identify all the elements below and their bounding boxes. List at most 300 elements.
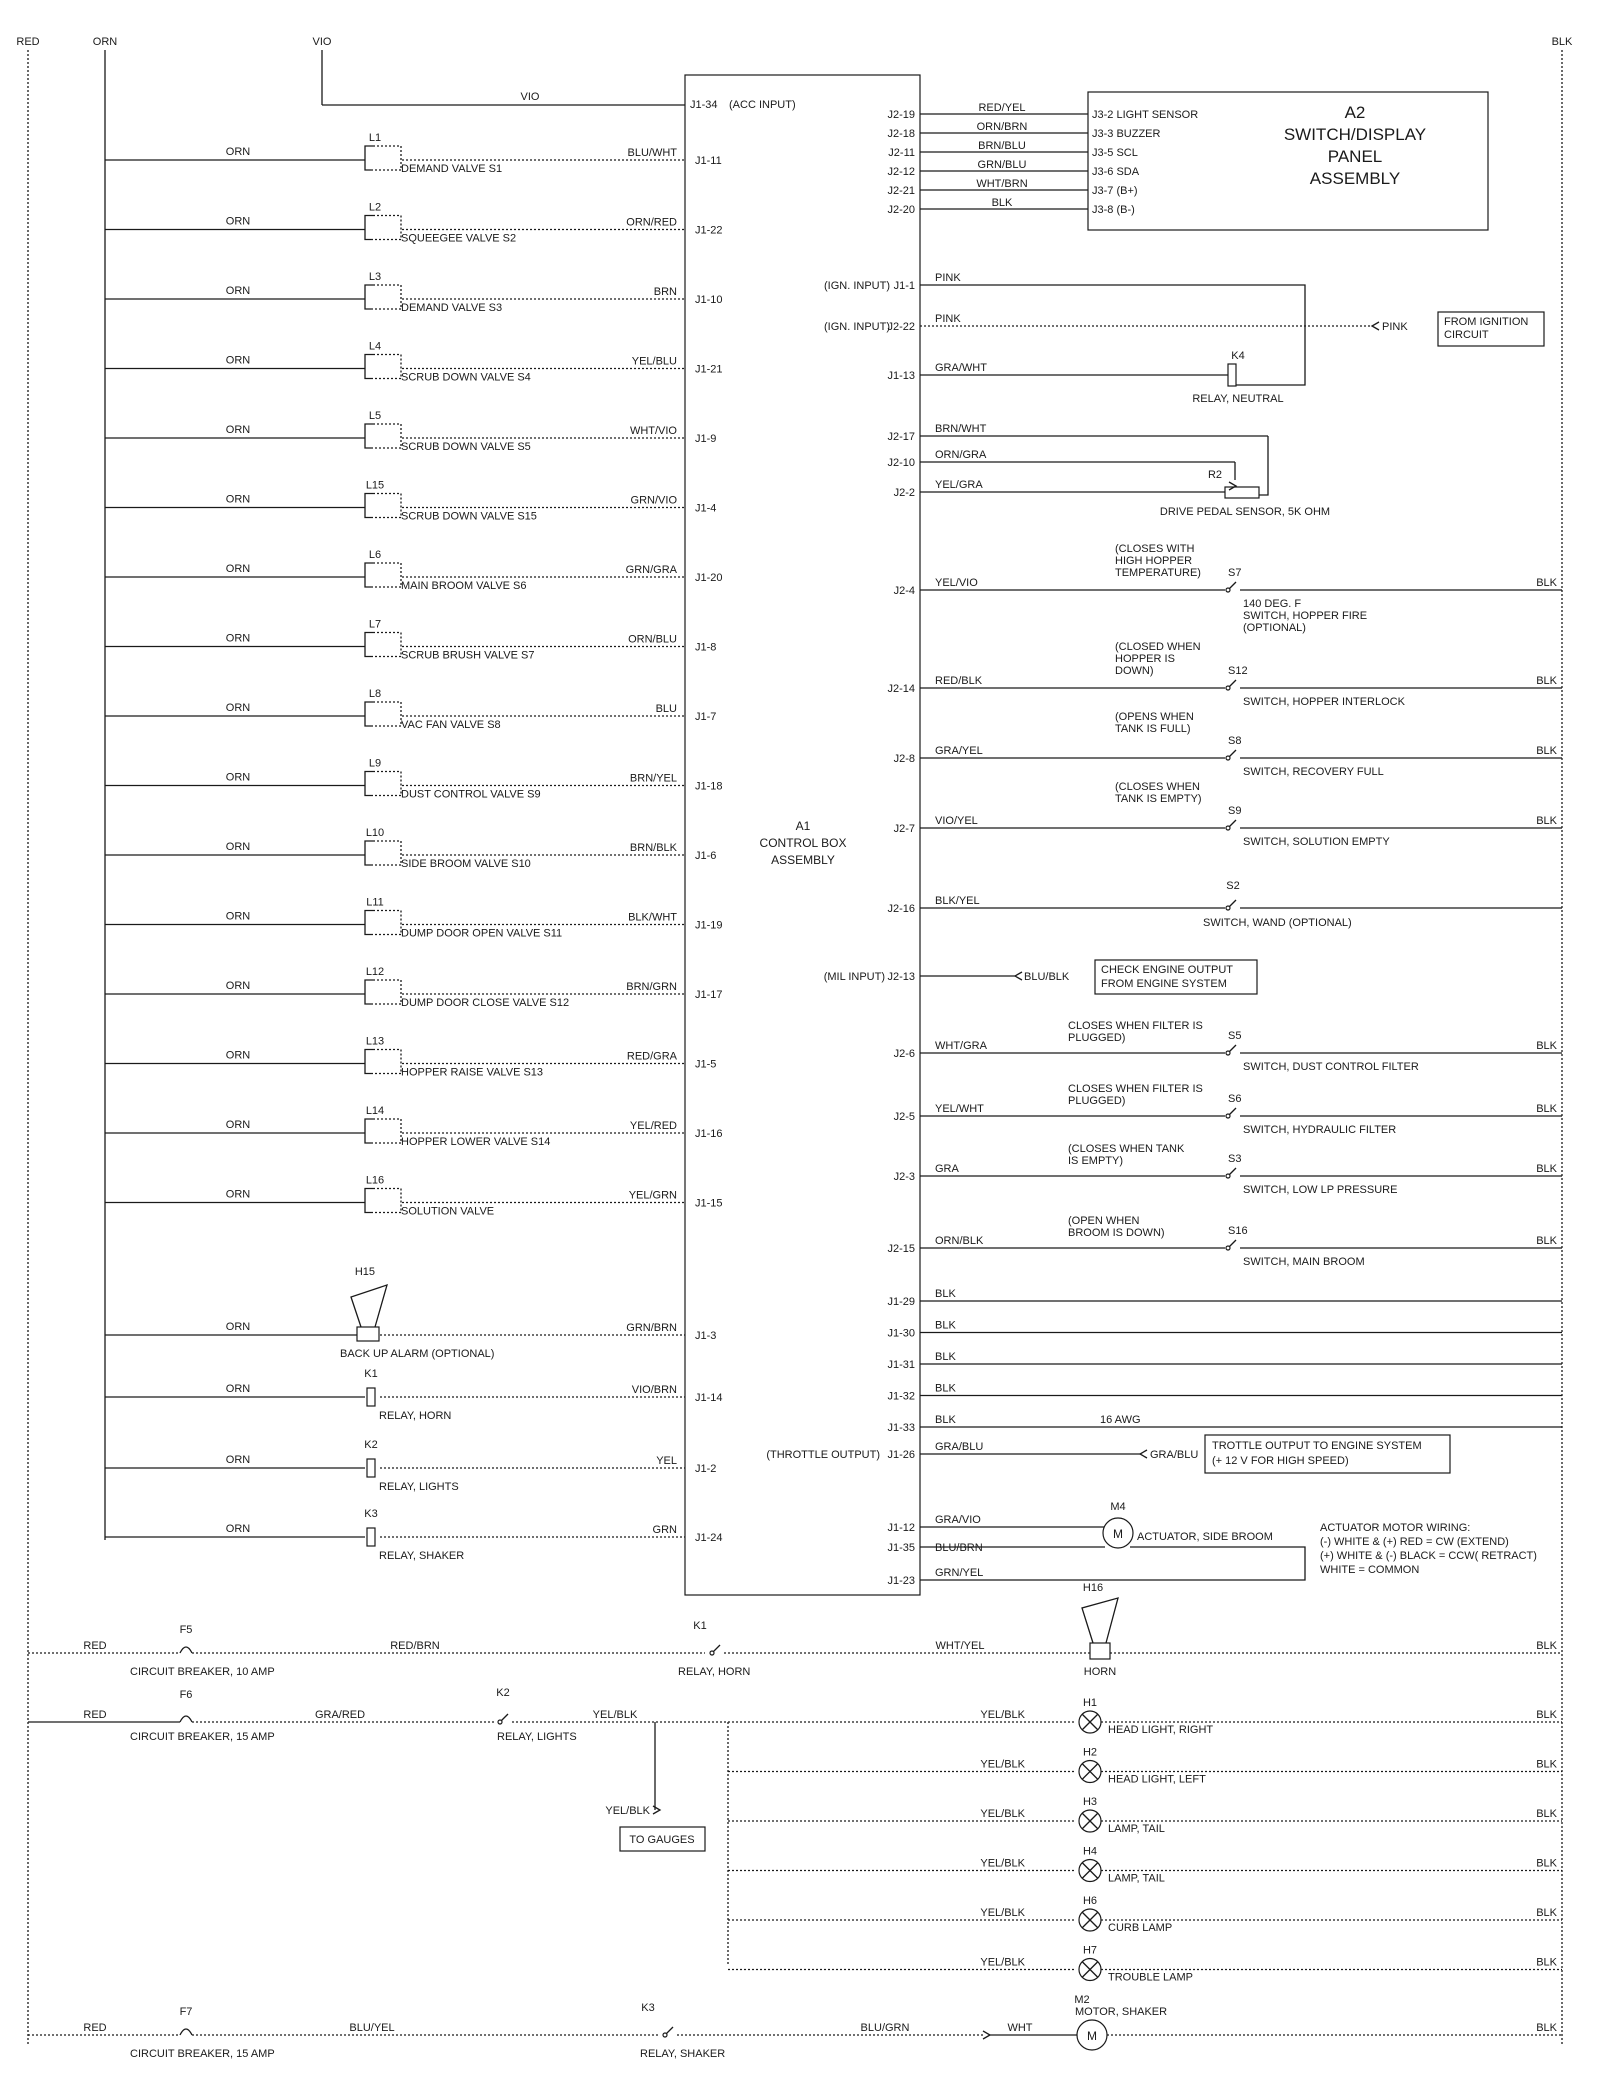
pedal-wire-2-label: ORN/GRA — [935, 449, 987, 461]
coil-pin: J1-5 — [695, 1058, 717, 1071]
ign-wire-1: PINK — [935, 272, 961, 284]
mil-arrow-icon — [1015, 972, 1022, 980]
coil-name: DUMP DOOR CLOSE VALVE S12 — [401, 997, 570, 1009]
switch2-blk: BLK — [1536, 1163, 1557, 1175]
a1-line2: ASSEMBLY — [771, 853, 835, 867]
orn-feed-label: ORN — [225, 841, 251, 853]
horn-relay-name: RELAY, HORN — [678, 1666, 751, 1678]
coil-ref: L5 — [368, 410, 382, 422]
lamp-ref: H1 — [1082, 1697, 1098, 1709]
switch-name-1: SWITCH, RECOVERY FULL — [1243, 766, 1384, 778]
coil-wire-label: GRN/GRA — [625, 564, 677, 576]
actuator-note-2: (-) WHITE & (+) RED = CW (EXTEND) — [1320, 1536, 1509, 1548]
actuator-wire-2-label: BLU/BRN — [935, 1542, 983, 1554]
coil-wire-label: BLK/WHT — [628, 911, 677, 924]
coil-name: DUMP DOOR OPEN VALVE S11 — [401, 927, 563, 940]
coil-ref: L6 — [368, 549, 382, 561]
lamp-wire-label: YEL/BLK — [980, 1808, 1025, 1820]
solenoid-coil-icon — [365, 1189, 373, 1213]
coil-name: SQUEEGEE VALVE S2 — [401, 232, 517, 245]
horn-breaker-ref: F5 — [179, 1624, 193, 1636]
coil-ref: L15 — [365, 479, 385, 492]
solenoid-coil-icon-dash — [373, 980, 401, 1004]
orn-feed-label: ORN — [225, 980, 251, 992]
switch-wire-label: GRA/YEL — [935, 745, 983, 757]
relay-coil-icon — [367, 1459, 375, 1477]
orn-relay-feed-label: ORN — [225, 1454, 251, 1466]
relay-pin: J1-3 — [695, 1330, 717, 1342]
switch-note-1: (OPENS WHEN — [1115, 711, 1194, 723]
a2-pin: J2-11 — [888, 147, 915, 159]
pedal-pin-3: J2-2 — [893, 487, 915, 499]
lamp-wire-label: YEL/BLK — [980, 1857, 1025, 1870]
switch-name-3: (OPTIONAL) — [1243, 622, 1306, 634]
a2-terminal: J3-2 LIGHT SENSOR — [1092, 109, 1199, 121]
switch-wire-label: YEL/VIO — [935, 577, 978, 589]
switch-note-2: HOPPER IS — [1115, 653, 1175, 665]
relay-wire-label: GRN/BRN — [626, 1322, 677, 1334]
ground-pin: J1-29 — [887, 1296, 915, 1308]
coil-ref: L10 — [365, 827, 385, 839]
pedal-pin-1: J2-17 — [887, 431, 915, 443]
switch-pin: J2-7 — [893, 823, 915, 835]
shaker-connector-icon — [983, 2031, 990, 2039]
shaker-relay-name: RELAY, SHAKER — [640, 2048, 726, 2060]
rail-orn-label: ORN — [92, 36, 118, 48]
wand-pin: J2-16 — [887, 903, 915, 915]
wand-switch-icon-contact — [1226, 906, 1230, 910]
back-up-alarm-icon — [357, 1327, 379, 1341]
acc-label: (ACC INPUT) — [729, 99, 796, 111]
actuator-note-4: WHITE = COMMON — [1320, 1564, 1420, 1576]
pedal-ref: R2 — [1207, 469, 1223, 481]
coil-pin: J1-20 — [695, 572, 723, 584]
actuator-pin-1: J1-12 — [887, 1522, 915, 1534]
switch2-ref: S6 — [1228, 1093, 1242, 1105]
a2-terminal: J3-7 (B+) — [1092, 185, 1138, 197]
ign-pin-2: J2-22 — [887, 321, 915, 333]
actuator-pin-3: J1-23 — [887, 1575, 915, 1587]
check-engine-1: CHECK ENGINE OUTPUT — [1101, 964, 1234, 976]
solenoid-coil-icon — [365, 285, 373, 309]
coil-ref: L14 — [365, 1105, 385, 1117]
switch-blk: BLK — [1536, 577, 1557, 589]
orn-relay-feed-label: ORN — [225, 1383, 251, 1395]
coil-ref: L2 — [368, 201, 382, 214]
coil-name: HOPPER LOWER VALVE S14 — [401, 1136, 551, 1148]
lights-red-label: RED — [83, 1709, 107, 1721]
horn-relay-ref: K1 — [693, 1620, 707, 1632]
orn-relay-feed-label: ORN — [225, 1321, 251, 1333]
switch-ref: S7 — [1228, 567, 1242, 579]
alarm-ref: H15 — [354, 1266, 375, 1278]
a2-terminal: J3-3 BUZZER — [1092, 128, 1161, 140]
switch2-note-1: CLOSES WHEN FILTER IS — [1068, 1083, 1203, 1095]
relay-name: BACK UP ALARM (OPTIONAL) — [340, 1348, 495, 1360]
actuator-motor-symbol: M — [1113, 1527, 1123, 1541]
switch2-note-2: PLUGGED) — [1068, 1032, 1126, 1044]
coil-ref: L8 — [368, 688, 382, 700]
pedal-wire-3-label: YEL/GRA — [935, 479, 983, 491]
switch2-blk: BLK — [1536, 1103, 1557, 1115]
switch2-wire-label: GRA — [935, 1163, 959, 1175]
switch2-note-1: CLOSES WHEN FILTER IS — [1068, 1020, 1203, 1032]
coil-ref: L13 — [365, 1035, 385, 1048]
switch-wire-label: RED/BLK — [935, 675, 983, 687]
actuator-wire-1-label: GRA/VIO — [935, 1514, 981, 1526]
switch-ref: S9 — [1228, 805, 1242, 817]
solenoid-coil-icon — [365, 146, 373, 170]
ground-wire-label: BLK — [935, 1382, 956, 1395]
lamp-ref: H3 — [1082, 1796, 1098, 1808]
solenoid-coil-icon — [365, 1119, 373, 1143]
coil-pin: J1-16 — [695, 1128, 723, 1140]
relay-ref: K1 — [364, 1368, 378, 1380]
orn-feed-label: ORN — [225, 1049, 251, 1062]
coil-pin: J1-8 — [695, 641, 717, 654]
horn-breaker-name: CIRCUIT BREAKER, 10 AMP — [130, 1666, 275, 1678]
actuator-name: ACTUATOR, SIDE BROOM — [1137, 1531, 1273, 1543]
shaker-breaker-name: CIRCUIT BREAKER, 15 AMP — [130, 2048, 275, 2060]
orn-feed-label: ORN — [225, 146, 251, 158]
switch2-name: SWITCH, LOW LP PRESSURE — [1243, 1184, 1398, 1196]
lamp-name: LAMP, TAIL — [1108, 1872, 1165, 1885]
switch-ref: S12 — [1228, 665, 1248, 677]
coil-pin: J1-19 — [695, 919, 723, 932]
coil-name: SCRUB DOWN VALVE S4 — [401, 371, 531, 384]
orn-feed-label: ORN — [225, 424, 251, 436]
switch-name-1: 140 DEG. F — [1243, 598, 1302, 610]
horn-ref: H16 — [1082, 1582, 1104, 1594]
switch2-name: SWITCH, MAIN BROOM — [1243, 1256, 1365, 1268]
switch2-contact-icon-contact — [1226, 1246, 1230, 1250]
ign-label-2: (IGN. INPUT) — [824, 321, 890, 333]
a1-line1: CONTROL BOX — [759, 836, 847, 850]
switch-pin: J2-4 — [893, 585, 915, 597]
coil-pin: J1-7 — [695, 711, 717, 723]
orn-feed-label: ORN — [225, 1119, 251, 1131]
coil-name: DUST CONTROL VALVE S9 — [401, 788, 541, 801]
a2-line3: ASSEMBLY — [1309, 169, 1401, 188]
lights-breaker-icon — [180, 1716, 192, 1722]
coil-wire-label: BRN/BLK — [629, 842, 677, 854]
switch2-note-2: BROOM IS DOWN) — [1068, 1227, 1165, 1239]
shaker-relay-ref: K3 — [641, 2002, 655, 2014]
mil-label: (MIL INPUT) — [823, 971, 885, 983]
lamp-name: HEAD LIGHT, LEFT — [1108, 1773, 1206, 1786]
switch2-ref: S16 — [1228, 1225, 1248, 1237]
relay-wire-label: YEL — [656, 1455, 677, 1467]
ground-pin: J1-30 — [887, 1327, 915, 1340]
shaker-motor-ref: M2 — [1074, 1994, 1090, 2006]
switch2-contact-icon-contact — [1226, 1114, 1230, 1118]
coil-pin: J1-17 — [695, 989, 723, 1001]
solenoid-coil-icon-dash — [373, 285, 401, 309]
lamp-ref: H7 — [1082, 1944, 1098, 1957]
shaker-relay-contact-icon-contact — [663, 2033, 667, 2037]
lamp-blk: BLK — [1536, 1857, 1557, 1870]
solenoid-coil-icon — [365, 911, 373, 935]
coil-ref: L1 — [368, 132, 382, 144]
relay-name: RELAY, HORN — [379, 1410, 452, 1422]
coil-wire-label: WHT/VIO — [629, 425, 677, 437]
coil-pin: J1-4 — [695, 502, 717, 515]
horn-relay-contact-icon-contact — [710, 1651, 714, 1655]
coil-pin: J1-21 — [695, 363, 723, 376]
check-engine-2: FROM ENGINE SYSTEM — [1101, 978, 1227, 990]
switch-note-3: DOWN) — [1115, 665, 1154, 677]
actuator-wire-3-label: GRN/YEL — [935, 1567, 984, 1579]
a2-wire-label: BLK — [991, 197, 1013, 209]
a2-pin: J2-19 — [887, 109, 915, 121]
switch-note-3: TEMPERATURE) — [1115, 567, 1201, 579]
pedal-name: DRIVE PEDAL SENSOR, 5K OHM — [1159, 506, 1331, 518]
solenoid-coil-icon-dash — [373, 146, 401, 170]
ground-pin: J1-33 — [887, 1422, 915, 1434]
shaker-wire3-label: WHT — [1007, 2022, 1033, 2034]
horn-red-label: RED — [83, 1640, 107, 1652]
lights-relay-contact-icon-contact — [498, 1720, 502, 1724]
a1-title: A1 — [795, 819, 811, 833]
solenoid-coil-icon-dash — [373, 911, 401, 935]
switch-contact-icon-contact — [1226, 686, 1230, 690]
gauge-arrow-icon — [653, 1806, 660, 1814]
coil-wire-label: BLU — [655, 703, 677, 715]
wand-ref: S2 — [1226, 880, 1240, 892]
solenoid-coil-icon-dash — [373, 1189, 401, 1213]
switch2-pin: J2-3 — [893, 1171, 915, 1183]
a2-wire-label: GRN/BLU — [977, 159, 1027, 171]
k4-pin: J1-13 — [887, 370, 915, 382]
a2-wire-label: BRN/BLU — [978, 140, 1026, 152]
solenoid-coil-icon-dash — [373, 1119, 401, 1143]
shaker-breaker-ref: F7 — [179, 2006, 193, 2018]
a2-pin: J2-12 — [887, 166, 915, 178]
solenoid-coil-icon — [365, 702, 373, 726]
lights-breaker-ref: F6 — [179, 1689, 193, 1701]
switch-note-2: TANK IS EMPTY) — [1115, 793, 1202, 805]
lamp-blk: BLK — [1536, 1907, 1557, 1919]
coil-name: SIDE BROOM VALVE S10 — [401, 858, 531, 870]
solenoid-coil-icon — [365, 633, 373, 657]
solenoid-coil-icon-dash — [373, 633, 401, 657]
gauge-wire-label: YEL/BLK — [605, 1805, 650, 1817]
relay-name: RELAY, LIGHTS — [379, 1481, 459, 1493]
switch-ref: S8 — [1228, 735, 1242, 747]
coil-pin: J1-18 — [695, 780, 723, 793]
relay-ref: K3 — [364, 1508, 378, 1520]
orn-feed-label: ORN — [225, 910, 251, 923]
coil-pin: J1-10 — [695, 294, 723, 306]
coil-wire-label: RED/GRA — [626, 1050, 677, 1063]
horn-name: HORN — [1083, 1666, 1117, 1678]
actuator-ref: M4 — [1110, 1501, 1126, 1513]
switch2-contact-icon-contact — [1226, 1174, 1230, 1178]
lamp-blk: BLK — [1536, 1709, 1557, 1721]
coil-pin: J1-22 — [695, 224, 723, 237]
horn-breaker-icon — [180, 1647, 192, 1653]
coil-ref: L12 — [365, 966, 385, 978]
coil-pin: J1-15 — [695, 1197, 723, 1210]
ground-wire-label: BLK — [935, 1319, 956, 1332]
switch-contact-icon-contact — [1226, 826, 1230, 830]
orn-feed-label: ORN — [225, 215, 251, 228]
coil-name: HOPPER RAISE VALVE S13 — [401, 1066, 544, 1079]
actuator-pin-2: J1-35 — [887, 1542, 915, 1554]
lights-wire2-label: YEL/BLK — [592, 1709, 638, 1721]
a2-terminal: J3-8 (B-) — [1092, 204, 1135, 216]
vio-acc-wire-label: VIO — [520, 91, 540, 103]
from-ignition-1: FROM IGNITION — [1444, 316, 1529, 328]
solenoid-coil-icon-dash — [373, 563, 401, 587]
switch-note-2: TANK IS FULL) — [1115, 723, 1191, 735]
lamp-name: HEAD LIGHT, RIGHT — [1108, 1724, 1214, 1736]
switch2-ref: S3 — [1228, 1153, 1242, 1165]
solenoid-coil-icon — [365, 216, 373, 240]
a2-line2: PANEL — [1327, 147, 1383, 166]
ground-extra: 16 AWG — [1100, 1414, 1141, 1426]
switch2-pin: J2-15 — [887, 1243, 915, 1255]
lamp-wire-label: YEL/BLK — [980, 1758, 1025, 1771]
solenoid-coil-icon-dash — [373, 1050, 401, 1074]
lights-relay-name: RELAY, LIGHTS — [497, 1731, 577, 1743]
k4-relay-coil-icon — [1228, 364, 1236, 386]
k4-wire-label: GRA/WHT — [935, 362, 987, 374]
throttle-label: (THROTTLE OUTPUT) — [766, 1449, 880, 1461]
horn-wire1-label: RED/BRN — [390, 1640, 440, 1652]
ground-wire-label: BLK — [935, 1351, 956, 1363]
switch2-contact-icon-contact — [1226, 1051, 1230, 1055]
solenoid-coil-icon — [365, 1050, 373, 1074]
throttle-pin: J1-26 — [887, 1449, 915, 1461]
horn-wire2-label: WHT/YEL — [935, 1640, 985, 1652]
switch-name-1: SWITCH, SOLUTION EMPTY — [1243, 836, 1390, 848]
coil-name: DEMAND VALVE S1 — [401, 163, 503, 175]
lamp-ref: H4 — [1082, 1845, 1098, 1858]
coil-wire-label: YEL/RED — [629, 1120, 677, 1132]
relay-wire-label: GRN — [652, 1524, 677, 1536]
switch-pin: J2-14 — [887, 683, 915, 695]
a2-wire-label: ORN/BRN — [976, 121, 1028, 133]
orn-relay-feed-label: ORN — [225, 1523, 251, 1535]
a2-wire-label: RED/YEL — [978, 102, 1026, 114]
throttle-arrow-icon — [1140, 1450, 1147, 1458]
switch2-blk: BLK — [1536, 1040, 1557, 1052]
lights-breaker-name: CIRCUIT BREAKER, 15 AMP — [130, 1731, 275, 1743]
switch-blk: BLK — [1536, 745, 1557, 757]
lamp-ref: H6 — [1082, 1895, 1098, 1907]
relay-pin: J1-14 — [695, 1392, 723, 1404]
switch-name-1: SWITCH, HOPPER INTERLOCK — [1243, 696, 1405, 708]
ground-pin: J1-32 — [887, 1390, 915, 1403]
solenoid-coil-icon-dash — [373, 424, 401, 448]
switch2-note-2: PLUGGED) — [1068, 1095, 1126, 1107]
switch2-blk: BLK — [1536, 1235, 1557, 1247]
actuator-note-1: ACTUATOR MOTOR WIRING: — [1320, 1522, 1471, 1534]
shaker-wire1-label: BLU/YEL — [349, 2022, 395, 2034]
a2-terminal: J3-5 SCL — [1092, 147, 1138, 159]
lamp-ref: H2 — [1082, 1746, 1098, 1759]
coil-wire-label: ORN/BLU — [628, 633, 677, 646]
coil-wire-label: YEL/BLU — [631, 355, 677, 368]
solenoid-coil-icon-dash — [373, 841, 401, 865]
orn-feed-label: ORN — [225, 354, 251, 367]
switch2-wire-label: WHT/GRA — [935, 1040, 987, 1052]
coil-wire-label: BRN — [653, 286, 677, 298]
coil-wire-label: BRN/YEL — [629, 772, 677, 785]
solenoid-coil-icon — [365, 355, 373, 379]
coil-name: SCRUB DOWN VALVE S15 — [401, 510, 537, 523]
switch2-wire-label: YEL/WHT — [935, 1103, 984, 1115]
relay-coil-icon — [367, 1528, 375, 1546]
coil-name: SCRUB DOWN VALVE S5 — [401, 441, 531, 453]
throttle-wire-label: GRA/BLU — [935, 1441, 984, 1453]
alarm-horn-icon — [351, 1285, 387, 1327]
switch2-wire-label: ORN/BLK — [935, 1235, 984, 1247]
wand-name: SWITCH, WAND (OPTIONAL) — [1203, 917, 1352, 929]
relay-coil-icon — [367, 1388, 375, 1406]
coil-name: SOLUTION VALVE — [401, 1205, 495, 1218]
solenoid-coil-icon-dash — [373, 355, 401, 379]
solenoid-coil-icon — [365, 772, 373, 796]
orn-feed-label: ORN — [225, 493, 251, 506]
a2-wire-label: WHT/BRN — [976, 178, 1028, 190]
solenoid-coil-icon-dash — [373, 494, 401, 518]
switch-name-2: SWITCH, HOPPER FIRE — [1243, 610, 1368, 622]
horn-body-icon — [1090, 1643, 1110, 1659]
a2-pin: J2-18 — [887, 128, 915, 140]
coil-ref: L16 — [365, 1174, 385, 1187]
ign-pin-1: J1-1 — [893, 280, 915, 292]
switch-blk: BLK — [1536, 815, 1557, 827]
rail-vio-label: VIO — [312, 36, 332, 48]
switch-contact-icon-contact — [1226, 756, 1230, 760]
pedal-wire-1-label: BRN/WHT — [935, 423, 987, 435]
switch-note-2: HIGH HOPPER — [1115, 555, 1193, 567]
horn-icon — [1082, 1598, 1118, 1643]
to-gauges-label: TO GAUGES — [629, 1834, 695, 1846]
coil-pin: J1-6 — [695, 850, 717, 862]
switch2-name: SWITCH, HYDRAULIC FILTER — [1243, 1124, 1397, 1136]
lamp-blk: BLK — [1536, 1808, 1557, 1820]
solenoid-coil-icon — [365, 841, 373, 865]
switch-note-1: (CLOSED WHEN — [1115, 641, 1201, 653]
throttle-arrow-label: GRA/BLU — [1150, 1449, 1199, 1461]
a2-pin: J2-21 — [887, 185, 915, 197]
ground-wire-label: BLK — [935, 1288, 956, 1300]
coil-wire-label: YEL/GRN — [628, 1189, 677, 1202]
lamp-blk: BLK — [1536, 1956, 1557, 1969]
coil-wire-label: BLU/WHT — [627, 147, 677, 159]
k4-ref: K4 — [1231, 350, 1245, 362]
switch2-pin: J2-5 — [893, 1111, 915, 1123]
pink-arrow-icon — [1372, 322, 1379, 330]
coil-ref: L7 — [368, 618, 382, 631]
relay-ref: K2 — [364, 1439, 378, 1451]
solenoid-coil-icon — [365, 494, 373, 518]
orn-feed-label: ORN — [225, 285, 251, 297]
shaker-motor-name: MOTOR, SHAKER — [1075, 2006, 1168, 2018]
throttle-box-1: TROTTLE OUTPUT TO ENGINE SYSTEM — [1212, 1440, 1422, 1452]
shaker-wire2-label: BLU/GRN — [860, 2022, 910, 2034]
coil-ref: L9 — [368, 757, 382, 770]
orn-feed-label: ORN — [225, 771, 251, 784]
switch-note-1: (CLOSES WITH — [1115, 543, 1195, 555]
coil-pin: J1-9 — [695, 433, 717, 445]
solenoid-coil-icon-dash — [373, 772, 401, 796]
a2-terminal: J3-6 SDA — [1092, 166, 1140, 178]
throttle-box-2: (+ 12 V FOR HIGH SPEED) — [1212, 1455, 1349, 1467]
